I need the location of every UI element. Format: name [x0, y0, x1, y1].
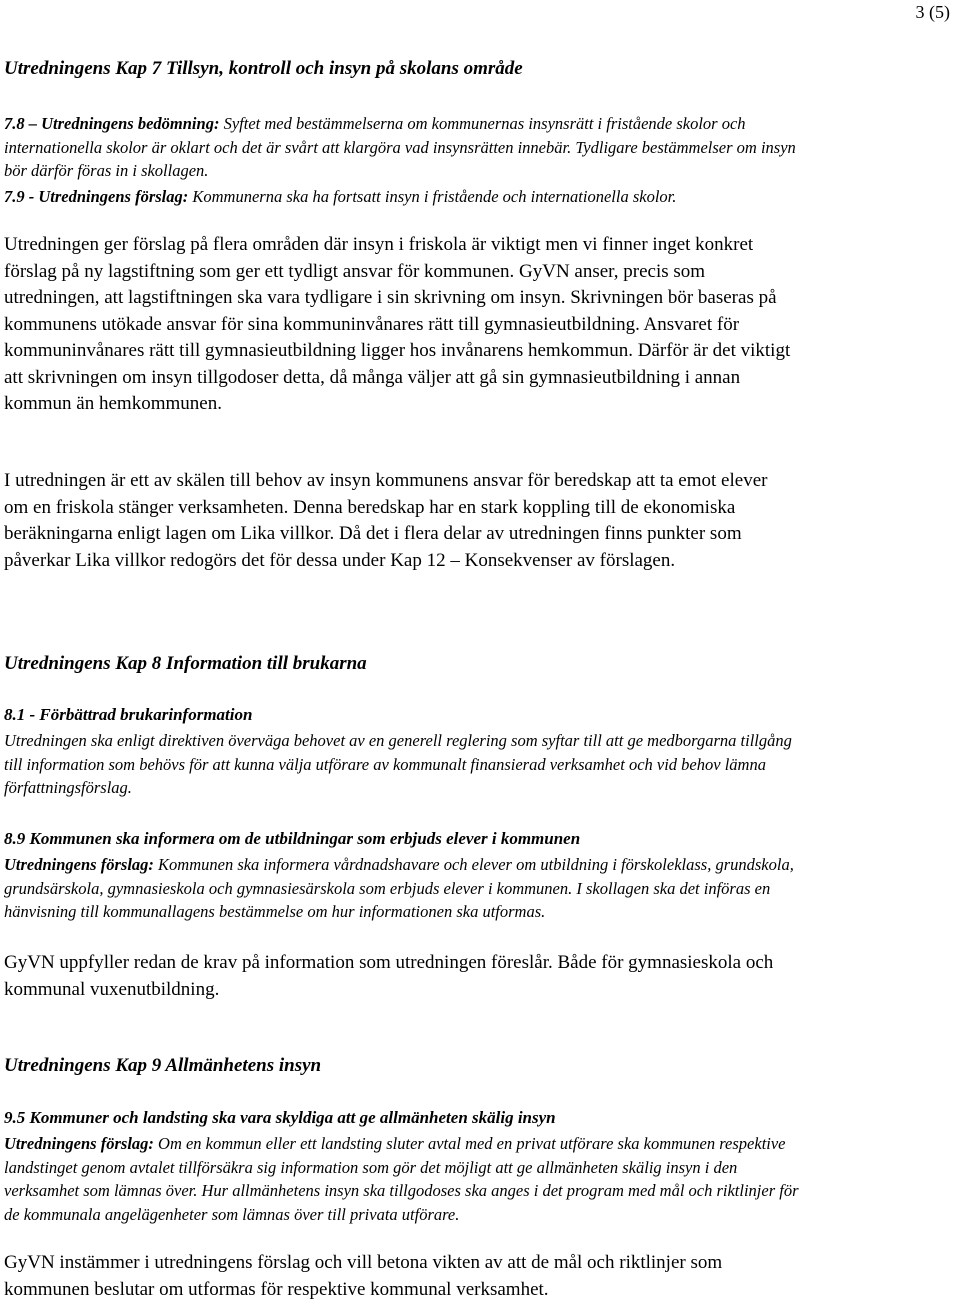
kap8-heading: Utredningens Kap 8 Information till brukarna — [4, 653, 367, 674]
section-8-1-text: Utredningen ska enligt direktiven överväga behovet av en generell reglering som syftar till att ge medborgarna tillgång till information som behövs för att kunna välja utförare av kommunalt finansierad verksamhet och vid behov lämna författningsförslag. — [4, 731, 792, 797]
section-8-9-lead: Utredningens förslag: — [4, 855, 154, 874]
section-8-9 — [4, 853, 804, 924]
section-7-9 — [4, 185, 804, 209]
kap9-paragraph: GyVN instämmer i utredningens förslag och vill betona vikten av att de mål och riktlinjer som kommunen beslutar om utformas för respektive kommunal verksamhet. — [4, 1252, 723, 1300]
section-7-9-lead: 7.9 - Utredningens förslag: — [4, 187, 189, 206]
kap7-paragraph-1: Utredningen ger förslag på flera områden där insyn i friskola är viktigt men vi finner inget konkret förslag på ny lagstiftning som ger ett tydligt ansvar för kommunen. GyVN anser, precis som utredningen, att lagstiftningen ska vara tydligare i sin skrivning om insyn. Skrivningen bör baseras på kommunens utökade ansvar för sina kommuninvånares rätt till gymnasieutbildning. Ansvaret för kommuninvånares rätt till gymnasieutbildning ligger hos invånarens hemkommun. Därför är det viktigt att skrivningen om insyn tillgodoser detta, då många väljer att gå sin gymnasieutbildning i annan kommun än hemkommunen. — [4, 234, 791, 414]
kap8-paragraph: GyVN uppfyller redan de krav på information som utredningen föreslår. Både för gymnasieskola och kommunal vuxenutbildning. — [4, 952, 774, 1000]
section-7-8 — [4, 112, 804, 183]
page-number: 3 (5) — [915, 2, 950, 22]
section-8-1-title: 8.1 - Förbättrad brukarinformation — [4, 705, 253, 724]
section-7-8-text: Syftet med bestämmelserna om kommunernas insynsrätt i fristående skolor och internationella skolor är oklart och det är svårt att klargöra vad insynsrätten innebär. Tydligare bestämmelser om insyn bör därför föras in i skollagen. — [4, 114, 796, 180]
section-9-5-lead: Utredningens förslag: — [4, 1134, 154, 1153]
kap9-heading: Utredningens Kap 9 Allmänhetens insyn — [4, 1055, 322, 1076]
section-7-8-lead: 7.8 – Utredningens bedömning: — [4, 114, 220, 133]
section-8-9-title: 8.9 Kommunen ska informera om de utbildningar som erbjuds elever i kommunen — [4, 829, 581, 848]
kap7-heading: Utredningens Kap 7 Tillsyn, kontroll och insyn på skolans område — [4, 58, 523, 79]
section-9-5 — [4, 1132, 804, 1226]
kap7-paragraph-2: I utredningen är ett av skälen till behov av insyn kommunens ansvar för beredskap att ta emot elever om en friskola stänger verksamheten. Denna beredskap har en stark koppling till de ekonomiska beräkningarna enligt lagen om Lika villkor. Då det i flera delar av utredningen finns punkter som påverkar Lika villkor redogörs det för dessa under Kap 12 – Konsekvenser av förslagen. — [4, 470, 768, 571]
section-7-9-text: Kommunerna ska ha fortsatt insyn i fristående och internationella skolor. — [188, 187, 677, 206]
section-9-5-title: 9.5 Kommuner och landsting ska vara skyldiga att ge allmänheten skälig insyn — [4, 1108, 556, 1127]
section-9-5-text: Om en kommun eller ett landsting sluter avtal med en privat utförare ska kommunen respektive landstinget genom avtalet tillförsäkra sig information som gör det möjligt att ge allmänheten skälig insyn i den verksamhet som lämnas över. Hur allmänhetens insyn ska tillgodoses ska anges i det program med mål och riktlinjer för de kommunala angelägenheter som lämnas över till privata utförare. — [4, 1134, 799, 1224]
section-8-9-text: Kommunen ska informera vårdnadshavare och elever om utbildning i förskoleklass, grundskola, grundsärskola, gymnasieskola och gymnasiesärskola som erbjuds elever i kommunen. I skollagen ska det införas en hänvisning till kommunallagens bestämmelse om hur informationen ska utformas. — [4, 855, 794, 921]
